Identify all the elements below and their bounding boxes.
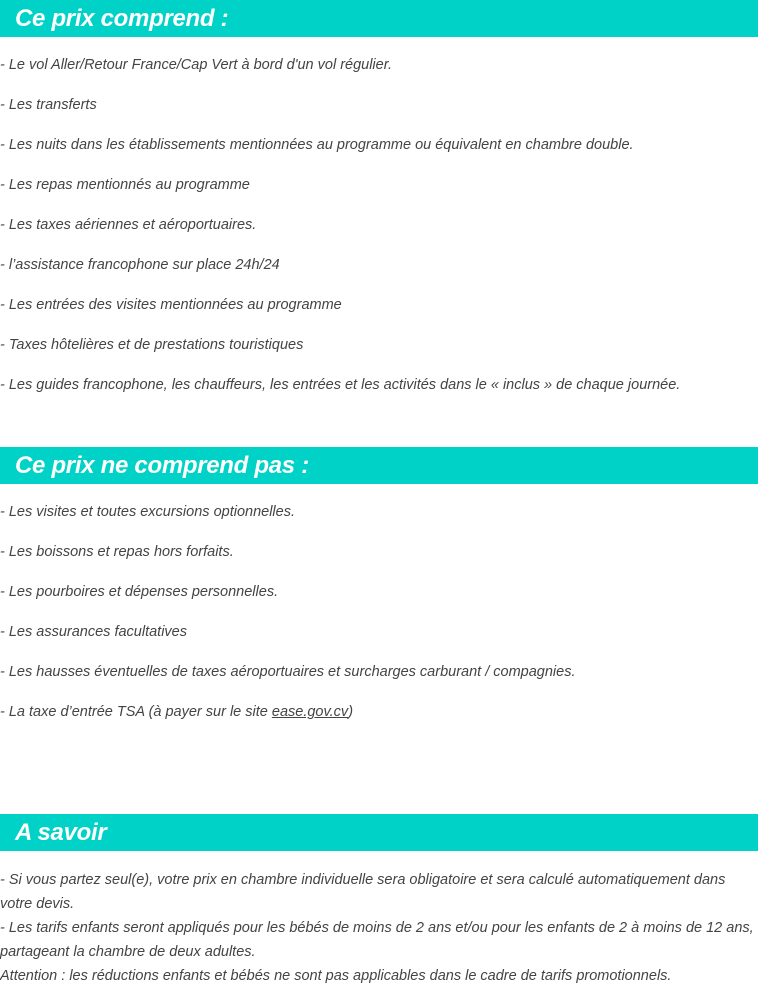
list-item-tsa xyxy=(0,704,576,744)
included-section-title: Ce prix comprend : xyxy=(15,4,229,32)
not-included-section-header xyxy=(0,447,758,484)
good-to-know-section-header xyxy=(0,814,758,851)
good-to-know-paragraph: - Les tarifs enfants seront appliqués pour les bébés de moins de 2 ans et/ou pour les enfants de 2 à moins de 12 ans, partageant la chambre de deux adultes. xyxy=(0,920,754,960)
good-to-know-section-title: A savoir xyxy=(15,818,107,846)
list-item: - Les boissons et repas hors forfaits. xyxy=(0,544,234,560)
tsa-text-prefix: - La taxe d’entrée TSA (à payer sur le site xyxy=(0,704,272,720)
list-item: - Taxes hôtelières et de prestations touristiques xyxy=(0,337,304,353)
included-list xyxy=(0,57,680,417)
tsa-website-link[interactable]: ease.gov.cv xyxy=(271,704,349,720)
list-item: - Les nuits dans les établissements mentionnées au programme ou équivalent en chambre double. xyxy=(0,137,634,153)
not-included-list xyxy=(0,504,576,744)
list-item: - Le vol Aller/Retour France/Cap Vert à bord d'un vol régulier. xyxy=(0,57,393,73)
list-item: - Les taxes aériennes et aéroportuaires. xyxy=(0,217,257,233)
list-item: - Les guides francophone, les chauffeurs, les entrées et les activités dans le « inclus » de chaque journée. xyxy=(0,377,681,393)
list-item: - Les visites et toutes excursions optionnelles. xyxy=(0,504,295,520)
list-item: - l’assistance francophone sur place 24h/24 xyxy=(0,257,280,273)
tsa-text-suffix: ) xyxy=(348,704,354,720)
list-item: - Les transferts xyxy=(0,97,97,113)
not-included-section-title: Ce prix ne comprend pas : xyxy=(15,451,309,479)
list-item: - Les pourboires et dépenses personnelles. xyxy=(0,584,279,600)
list-item: - Les assurances facultatives xyxy=(0,624,187,640)
good-to-know-content xyxy=(0,868,758,988)
list-item: - Les repas mentionnés au programme xyxy=(0,177,250,193)
good-to-know-paragraph: Attention : les réductions enfants et bébés ne sont pas applicables dans le cadre de tarifs promotionnels. xyxy=(0,968,672,984)
list-item: - Les entrées des visites mentionnées au programme xyxy=(0,297,342,313)
included-section-header xyxy=(0,0,758,37)
list-item: - Les hausses éventuelles de taxes aéroportuaires et surcharges carburant / compagnies. xyxy=(0,664,576,680)
good-to-know-paragraph: - Si vous partez seul(e), votre prix en chambre individuelle sera obligatoire et sera calculé automatiquement dans votre devis. xyxy=(0,872,726,912)
